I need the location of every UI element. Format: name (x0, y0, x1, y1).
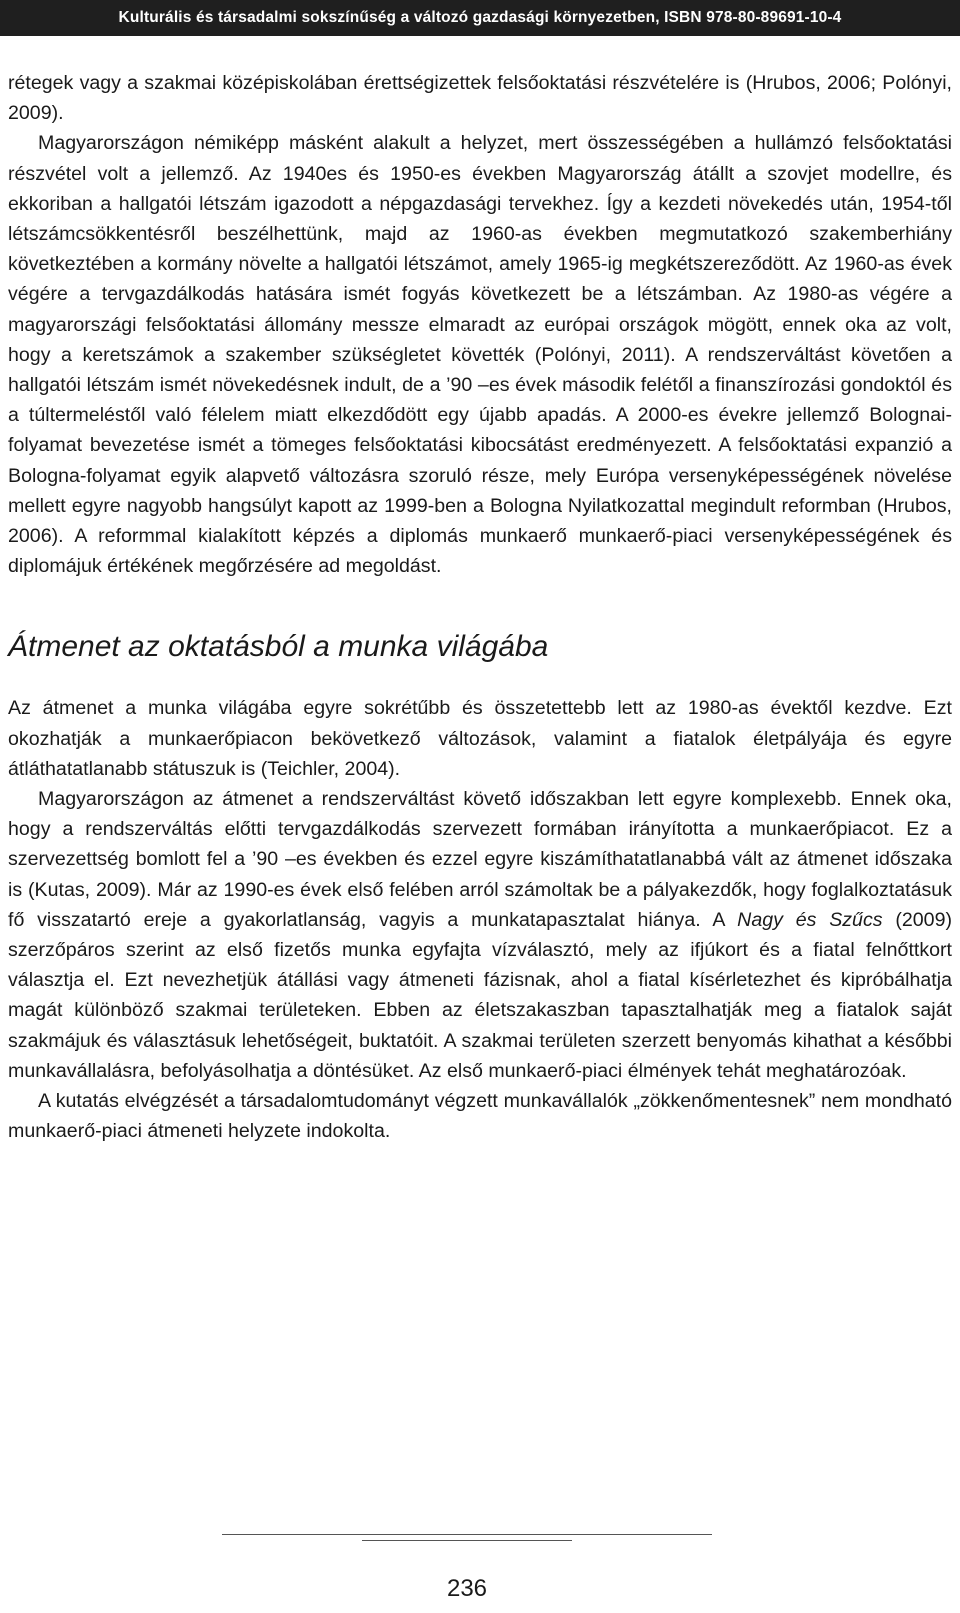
paragraph-text: (2009) szerzőpáros szerint az első fizetős munka egyfajta vízválasztó, mely az ifjúkort és a fiatal felnőttkort választja el. Ezt nevezhetjük átállási vagy átmeneti fázisnak, ahol a fiatal kísérletezhet és kipróbálhatja magát különböző szakmai területeken. Ebben az életszakaszban tapasztalhatják meg a fiatalok saját szakmájuk és választásuk lehetőségeit, buktatóit. A szakmai területen szerzett benyomás kihathat a későbbi munkavállalásra, befolyásolhatja a döntésüket. Az első munkaerő-piaci élmények tehát meghatározóak. (8, 908, 952, 1082)
footer-rule (362, 1540, 572, 1541)
author-citation: Nagy és Szűcs (737, 908, 883, 931)
page-body (8, 68, 952, 1147)
section-heading: Átmenet az oktatásból a munka világába (8, 630, 549, 664)
paragraph (8, 784, 952, 1086)
paragraph: A kutatás elvégzését a társadalomtudományt végzett munkavállalók „zökkenőmentesnek” nem mondható munkaerő-piaci átmeneti helyzete indokolta. (8, 1090, 952, 1143)
page-number: 236 (446, 1575, 488, 1602)
paragraph-text: Magyarországon az átmenet a rendszerváltást követő időszakban lett egyre komplexebb. Ennek oka, hogy a rendszerváltás előtti tervgazdálkodás szervezett formában irányította a munkaerőpiacot. Ez a szervezettség bomlott fel a ’90 –es években és ezzel egyre kiszámíthatatlanabbá vált az átmenet időszaka is (Kutas, 2009). Már az 1990-es évek első felében arról számoltak be a pályakezdők, hogy foglalkoztatásuk fő visszatartó ereje a gyakorlatlanság, vagyis a munkatapasztalat hiánya. A (8, 788, 952, 931)
paragraph: Az átmenet a munka világába egyre sokrétűbb és összetettebb lett az 1980-as évektől kezdve. Ezt okozhatják a munkaerőpiacon bekövetkező változások, valamint a fiatalok életpályája és egyre átláthatatlanabb státuszuk is (Teichler, 2004). (8, 697, 952, 780)
running-header (0, 0, 960, 36)
running-header-text: Kulturális és társadalmi sokszínűség a változó gazdasági környezetben, ISBN 978-80-89691-10-4 (118, 9, 842, 26)
paragraph: rétegek vagy a szakmai középiskolában érettségizettek felsőoktatási részvételére is (Hrubos, 2006; Polónyi, 2009). (8, 72, 952, 125)
paragraph: Magyarországon némiképp másként alakult a helyzet, mert összességében a hullámzó felsőoktatási részvétel volt a jellemző. Az 1940es és 1950-es években Magyarország átállt a szovjet modellre, és ekkoriban a hallgatói létszám igazodott a népgazdasági tervekhez. Így a kezdeti növekedés után, 1954-től létszámcsökkentésről beszélhettünk, majd az 1960-as években megmutatkozó szakemberhiány következtében a kormány növelte a hallgatói létszámot, amely 1965-ig megkétszereződött. Az 1960-as évek végére a tervgazdálkodás hatására ismét fogyás következett be a létszámban. Az 1980-as végére a magyarországi felsőoktatási állomány messze elmaradt az európai országok mögött, ennek oka az volt, hogy a keretszámok a szakember szükségletet követték (Polónyi, 2011). A rendszerváltást követően a hallgatói létszám ismét növekedésnek indult, de a ’90 –es évek második felétől a finanszírozási gondoktól és a túltermeléstől való félelem miatt elkezdődött egy újabb apadás. A 2000-es évekre jellemző Bolognai-folyamat bevezetése ismét a tömeges felsőoktatási kibocsátást eredményezett. A felsőoktatási expanzió a Bologna-folyamat egyik alapvető változásra szoruló része, mely Európa versenyképességének növelése mellett egyre nagyobb hangsúlyt kapott az 1999-ben a Bologna Nyilatkozattal megindult reformban (Hrubos, 2006). A reformmal kialakított képzés a diplomás munkaerő munkaerő-piaci versenyképességének és diplomájuk értékének megőrzésére ad megoldást. (8, 132, 952, 578)
footer-rule (222, 1534, 712, 1535)
